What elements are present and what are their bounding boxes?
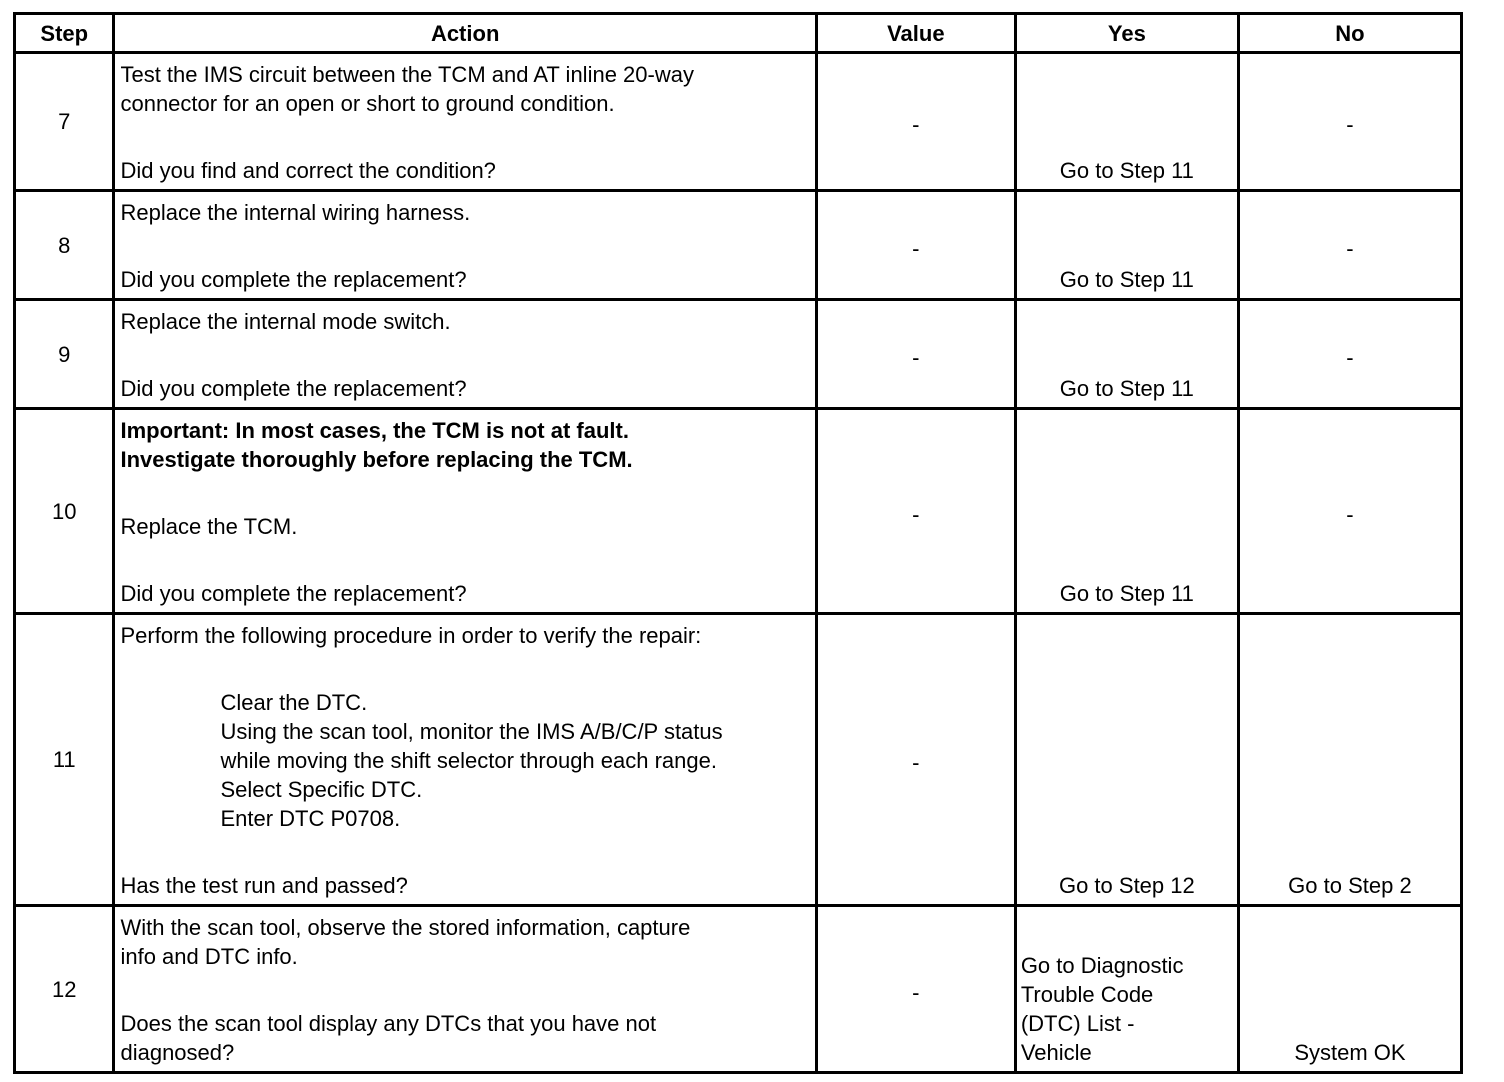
step-number: 7 bbox=[15, 53, 114, 191]
action-question: Does the scan tool display any DTCs that you have not bbox=[120, 1011, 657, 1036]
action-cell bbox=[114, 906, 816, 1073]
yes-result-line: Vehicle bbox=[1020, 1040, 1092, 1065]
action-text: info and DTC info. bbox=[120, 944, 298, 969]
yes-result-line: Go to Diagnostic bbox=[1020, 953, 1184, 978]
no-cell bbox=[1238, 614, 1461, 906]
yes-result: Go to Step 11 bbox=[1059, 267, 1194, 292]
important-note: Investigate thoroughly before replacing the TCM. bbox=[120, 447, 633, 472]
action-text: Replace the TCM. bbox=[120, 514, 298, 539]
header-yes: Yes bbox=[1015, 14, 1238, 53]
action-question: Did you find and correct the condition? bbox=[120, 158, 496, 183]
action-cell bbox=[114, 53, 816, 191]
value-cell: - bbox=[816, 906, 1015, 1073]
yes-cell bbox=[1015, 300, 1238, 409]
action-text: Test the IMS circuit between the TCM and AT inline 20-way bbox=[120, 62, 694, 87]
step-number: 9 bbox=[15, 300, 114, 409]
table-row-step-9 bbox=[15, 300, 1462, 409]
action-cell bbox=[114, 409, 816, 614]
table-row-step-11 bbox=[15, 614, 1462, 906]
yes-result-line: Trouble Code bbox=[1020, 982, 1154, 1007]
header-value: Value bbox=[816, 14, 1015, 53]
value-cell: - bbox=[816, 300, 1015, 409]
step-number: 11 bbox=[15, 614, 114, 906]
yes-cell bbox=[1015, 53, 1238, 191]
table-row-step-10 bbox=[15, 409, 1462, 614]
yes-result bbox=[1021, 951, 1233, 1067]
table-row-step-7 bbox=[15, 53, 1462, 191]
yes-cell bbox=[1015, 906, 1238, 1073]
step-number: 8 bbox=[15, 191, 114, 300]
yes-cell bbox=[1015, 409, 1238, 614]
procedure-item: while moving the shift selector through each range. bbox=[220, 748, 717, 773]
no-cell: - bbox=[1238, 191, 1461, 300]
yes-cell bbox=[1015, 614, 1238, 906]
no-cell bbox=[1238, 906, 1461, 1073]
value-cell: - bbox=[816, 614, 1015, 906]
procedure-item: Clear the DTC. bbox=[220, 690, 368, 715]
action-cell bbox=[114, 300, 816, 409]
action-text: Perform the following procedure in order to verify the repair: bbox=[120, 623, 702, 648]
action-question: Did you complete the replacement? bbox=[120, 267, 467, 292]
table-row-step-12 bbox=[15, 906, 1462, 1073]
action-question: Has the test run and passed? bbox=[120, 873, 408, 898]
important-note: Important: In most cases, the TCM is not at fault. bbox=[120, 418, 629, 443]
yes-result: Go to Step 12 bbox=[1058, 873, 1195, 898]
yes-cell bbox=[1015, 191, 1238, 300]
header-no: No bbox=[1238, 14, 1461, 53]
header-step: Step bbox=[15, 14, 114, 53]
diagnostic-table bbox=[13, 12, 1463, 1074]
action-cell bbox=[114, 614, 816, 906]
header-row bbox=[15, 14, 1462, 53]
action-question: Did you complete the replacement? bbox=[120, 581, 467, 606]
action-text: Replace the internal wiring harness. bbox=[120, 200, 471, 225]
action-cell bbox=[114, 191, 816, 300]
procedure-item: Enter DTC P0708. bbox=[220, 806, 401, 831]
header-action: Action bbox=[114, 14, 816, 53]
table-row-step-8 bbox=[15, 191, 1462, 300]
no-cell: - bbox=[1238, 409, 1461, 614]
no-cell: - bbox=[1238, 53, 1461, 191]
value-cell: - bbox=[816, 191, 1015, 300]
no-cell: - bbox=[1238, 300, 1461, 409]
no-result: Go to Step 2 bbox=[1288, 873, 1412, 898]
yes-result: Go to Step 11 bbox=[1059, 581, 1194, 606]
yes-result: Go to Step 11 bbox=[1059, 376, 1194, 401]
no-result: System OK bbox=[1294, 1040, 1406, 1065]
procedure-item: Select Specific DTC. bbox=[220, 777, 423, 802]
action-text: With the scan tool, observe the stored information, capture bbox=[120, 915, 691, 940]
action-text: connector for an open or short to ground condition. bbox=[120, 91, 615, 116]
procedure-item: Using the scan tool, monitor the IMS A/B/C/P status bbox=[220, 719, 723, 744]
action-text: Replace the internal mode switch. bbox=[120, 309, 451, 334]
yes-result: Go to Step 11 bbox=[1059, 158, 1194, 183]
action-question: diagnosed? bbox=[120, 1040, 235, 1065]
value-cell: - bbox=[816, 53, 1015, 191]
step-number: 10 bbox=[15, 409, 114, 614]
yes-result-line: (DTC) List - bbox=[1020, 1011, 1135, 1036]
action-question: Did you complete the replacement? bbox=[120, 376, 467, 401]
step-number: 12 bbox=[15, 906, 114, 1073]
value-cell: - bbox=[816, 409, 1015, 614]
